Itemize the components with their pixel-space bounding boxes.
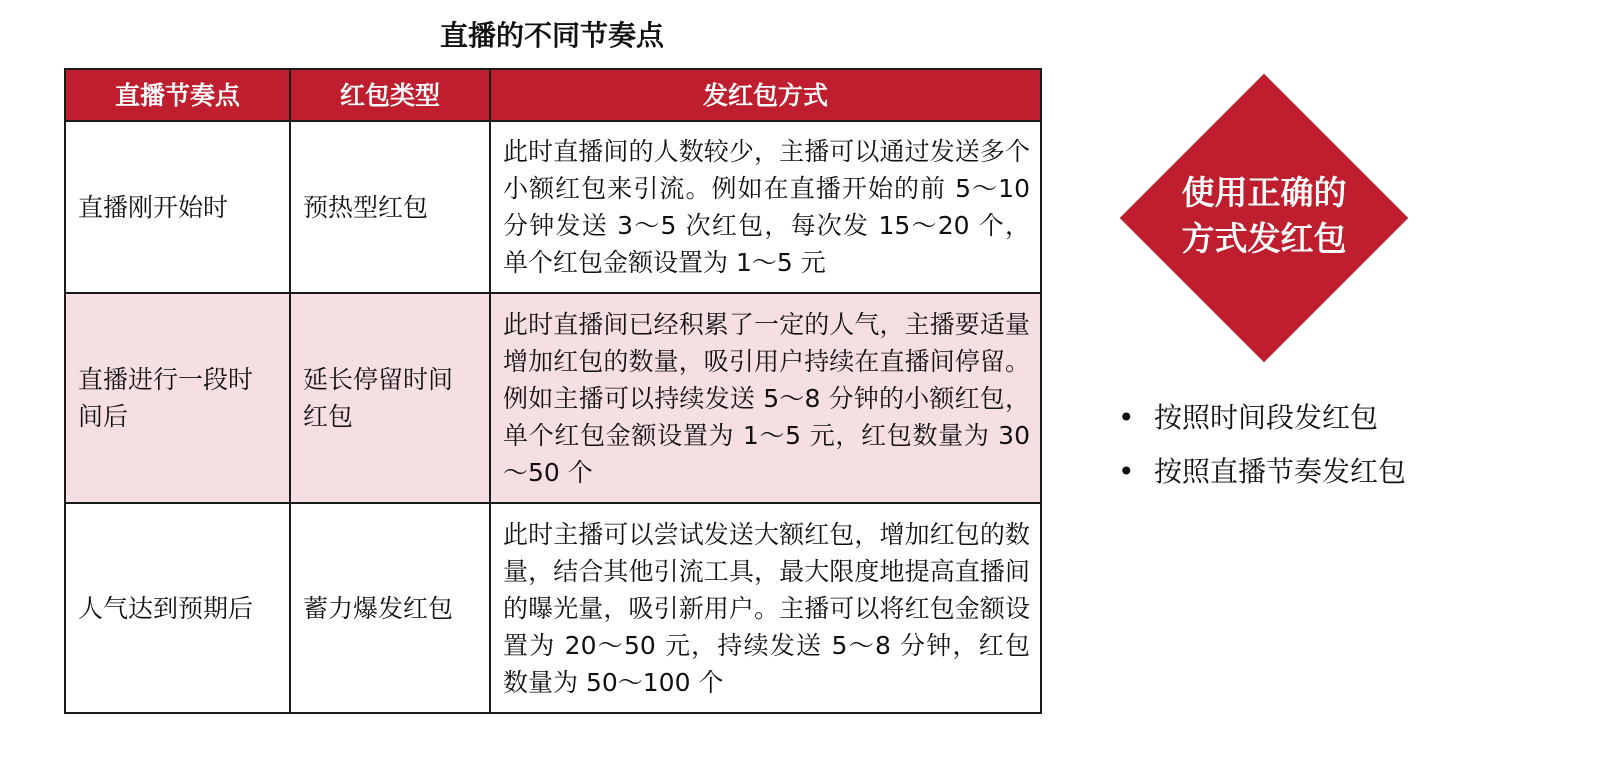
table-header-row — [65, 69, 1041, 121]
table-row — [65, 121, 1041, 293]
cell-rhythm: 直播刚开始时 — [65, 121, 290, 293]
cell-type: 延长停留时间红包 — [290, 293, 490, 503]
bullet-icon: • — [1118, 455, 1135, 488]
bullet-icon: • — [1118, 401, 1135, 434]
header-method: 发红包方式 — [490, 69, 1041, 121]
cell-rhythm: 人气达到预期后 — [65, 503, 290, 713]
rhythm-table — [64, 68, 1042, 714]
table-row — [65, 503, 1041, 713]
cell-method: 此时直播间的人数较少，主播可以通过发送多个小额红包来引流。例如在直播开始的前 5～10 分钟发送 3～5 次红包，每次发 15～20 个，单个红包金额设置为 1～5 元 — [490, 121, 1041, 293]
header-type: 红包类型 — [290, 69, 490, 121]
list-item — [1118, 398, 1406, 438]
cell-rhythm: 直播进行一段时间后 — [65, 293, 290, 503]
diamond-line-1: 使用正确的 — [1181, 173, 1347, 212]
diamond-label — [1120, 170, 1408, 262]
table-row — [65, 293, 1041, 503]
cell-type: 预热型红包 — [290, 121, 490, 293]
cell-type: 蓄力爆发红包 — [290, 503, 490, 713]
cell-method: 此时主播可以尝试发送大额红包，增加红包的数量，结合其他引流工具，最大限度地提高直播间的曝光量，吸引新用户。主播可以将红包金额设置为 20～50 元，持续发送 5～8 分钟，红包数量为 50～100 个 — [490, 503, 1041, 713]
cell-method: 此时直播间已经积累了一定的人气，主播要适量增加红包的数量，吸引用户持续在直播间停留。例如主播可以持续发送 5～8 分钟的小额红包，单个红包金额设置为 1～5 元，红包数量为 30～50 个 — [490, 293, 1041, 503]
bullet-text: 按照直播节奏发红包 — [1154, 455, 1407, 488]
bullet-text: 按照时间段发红包 — [1154, 401, 1379, 434]
bullet-list — [1118, 398, 1406, 506]
list-item — [1118, 452, 1406, 492]
header-rhythm: 直播节奏点 — [65, 69, 290, 121]
diamond-line-2: 方式发红包 — [1181, 219, 1347, 258]
page-title: 直播的不同节奏点 — [439, 19, 664, 52]
method-diamond — [1120, 74, 1408, 362]
